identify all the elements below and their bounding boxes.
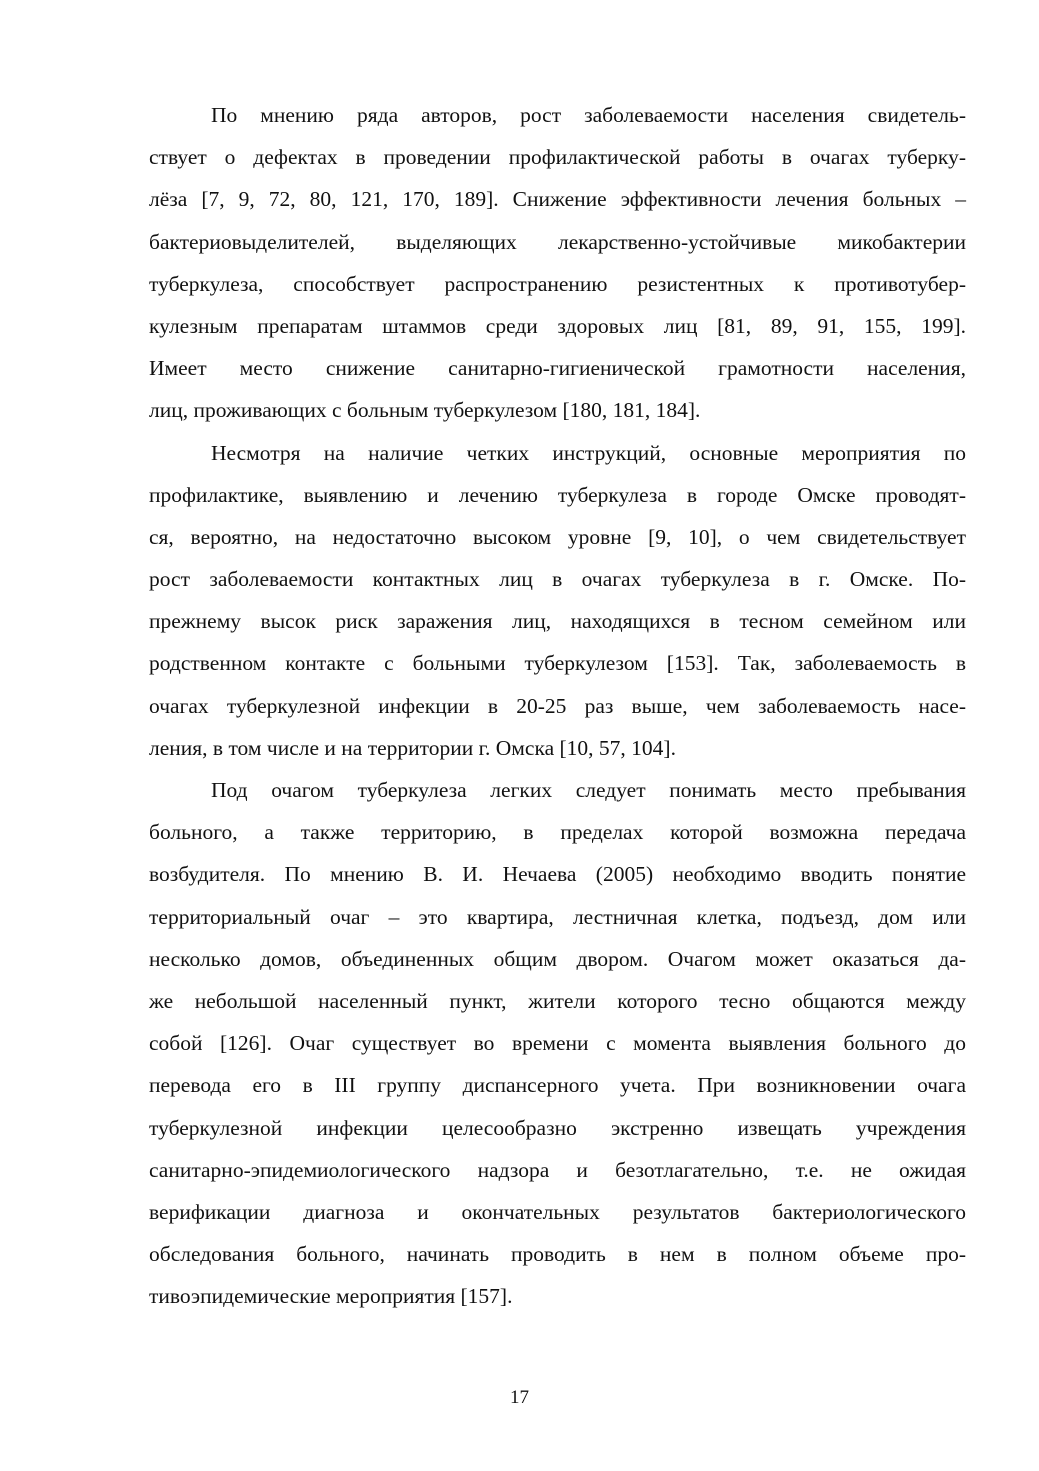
text-line: перевода его в III группу диспансерного учета. При возникновении очага: [149, 1073, 966, 1098]
text-line: родственном контакте с больными туберкулезом [153]. Так, заболеваемость в: [149, 651, 966, 676]
text-line: возбудителя. По мнению В. И. Нечаева (2005) необходимо вводить понятие: [149, 862, 966, 887]
text-line: территориальный очаг – это квартира, лестничная клетка, подъезд, дом или: [149, 904, 966, 929]
text-line: собой [126]. Очаг существует во времени с момента выявления больного до: [149, 1031, 966, 1056]
text-line: лиц, проживающих с больным туберкулезом [180, 181, 184].: [149, 398, 701, 423]
text-line: обследования больного, начинать проводить в нем в полном объеме про-: [149, 1242, 966, 1267]
text-line: профилактике, выявлению и лечению туберкулеза в городе Омске проводят-: [149, 482, 966, 507]
text-line: ствует о дефектах в проведении профилактической работы в очагах туберку-: [149, 145, 966, 170]
paragraph-1: [149, 94, 966, 432]
body-text: [149, 94, 966, 1317]
text-line: больного, а также территорию, в пределах которой возможна передача: [149, 820, 966, 845]
text-line: лёза [7, 9, 72, 80, 121, 170, 189]. Снижение эффективности лечения больных –: [149, 187, 966, 212]
text-line: очагах туберкулезной инфекции в 20-25 раз выше, чем заболеваемость насе-: [149, 693, 966, 718]
text-line: рост заболеваемости контактных лиц в очагах туберкулеза в г. Омске. По-: [149, 567, 966, 592]
paragraph-3: [149, 769, 966, 1317]
text-line: санитарно-эпидемиологического надзора и безотлагательно, т.е. не ожидая: [149, 1157, 966, 1182]
text-line: прежнему высок риск заражения лиц, находящихся в тесном семейном или: [149, 609, 966, 634]
text-line: ся, вероятно, на недостаточно высоком уровне [9, 10], о чем свидетельствует: [149, 524, 966, 549]
text-line: кулезным препаратам штаммов среди здоровых лиц [81, 89, 91, 155, 199].: [149, 313, 966, 338]
page-number: 17: [510, 1387, 529, 1408]
text-line: Несмотря на наличие четких инструкций, основные мероприятия по: [211, 440, 966, 465]
text-line: Под очагом туберкулеза легких следует понимать место пребывания: [211, 778, 966, 802]
text-line: туберкулеза, способствует распространению резистентных к противотубер-: [149, 271, 966, 296]
text-line: верификации диагноза и окончательных результатов бактериологического: [149, 1199, 966, 1224]
paragraph-2: [149, 432, 966, 770]
text-line: бактериовыделителей, выделяющих лекарственно-устойчивые микобактерии: [149, 229, 966, 254]
text-line: туберкулезной инфекции целесообразно экстренно извещать учреждения: [149, 1115, 966, 1140]
text-line: несколько домов, объединенных общим двором. Очагом может оказаться да-: [149, 946, 966, 971]
text-line: же небольшой населенный пункт, жители которого тесно общаются между: [149, 988, 966, 1013]
text-line: Имеет место снижение санитарно-гигиенической грамотности населения,: [149, 356, 966, 381]
text-line: ления, в том числе и на территории г. Омска [10, 57, 104].: [149, 735, 676, 760]
text-line: тивоэпидемические мероприятия [157].: [149, 1284, 513, 1309]
text-line: По мнению ряда авторов, рост заболеваемости населения свидетель-: [211, 103, 966, 127]
